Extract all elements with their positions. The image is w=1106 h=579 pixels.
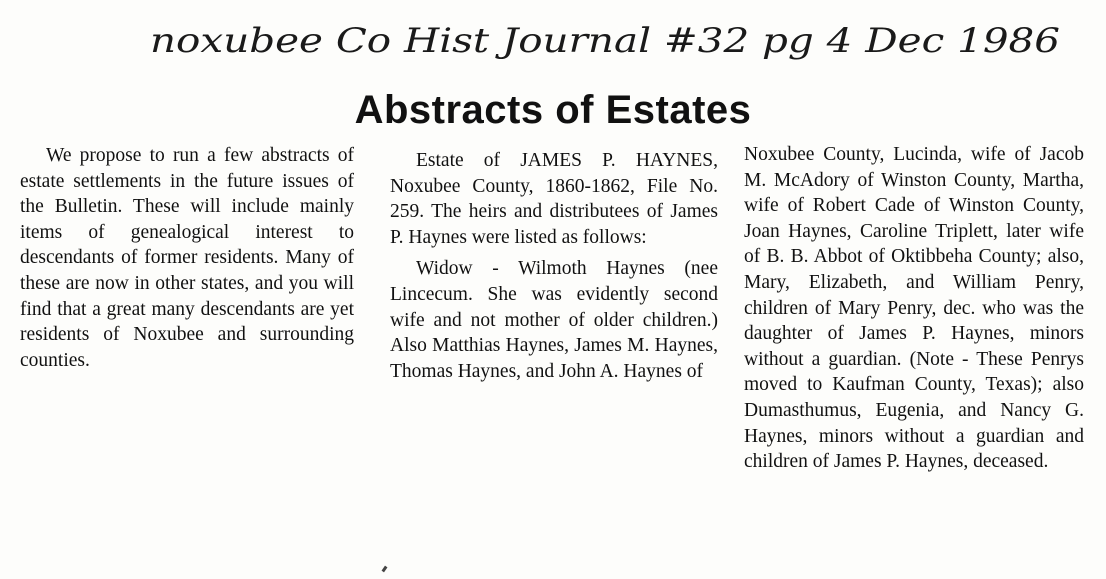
column-2 <box>390 148 718 384</box>
column-3 <box>744 142 1084 475</box>
handwritten-note-text: noxubee Co Hist Journal #32 pg 4 Dec 1986 <box>150 21 1060 61</box>
estate-heading-paragraph: Estate of JAMES P. HAYNES, Noxubee County, 1860-1862, File No. 259. The heirs and distributees of James P. Haynes were listed as follows: <box>390 150 718 248</box>
print-speck <box>382 566 388 573</box>
intro-paragraph: We propose to run a few abstracts of estate settlements in the future issues of the Bulletin. These will include mainly items of genealogical interest to descendants of former residents. Many of these are now in other states, and you will find that a great many descendants are yet residents of Noxubee and surrounding counties. <box>20 145 354 371</box>
heirs-continued-paragraph: Noxubee County, Lucinda, wife of Jacob M. McAdory of Winston County, Martha, wife of Robert Cade of Winston County, Joan Haynes, Caroline Triplett, later wife of B. B. Abbot of Oktibbeha County; also, Mary, Elizabeth, and William Penry, children of Mary Penry, dec. who was the daughter of James P. Haynes, minors without a guardian. (Note - These Penrys moved to Kaufman County, Texas); also Dumasthumus, Eugenia, and Nancy G. Haynes, minors without a guardian and children of James P. Haynes, deceased. <box>744 144 1084 473</box>
column-1 <box>20 143 354 373</box>
headline: Abstracts of Estates <box>354 88 752 132</box>
heirs-paragraph: Widow - Wilmoth Haynes (nee Lincecum. She was evidently second wife and not mother of older children.) Also Matthias Haynes, James M. Haynes, Thomas Haynes, and John A. Haynes of <box>390 258 718 382</box>
handwritten-annotation <box>150 10 1070 72</box>
